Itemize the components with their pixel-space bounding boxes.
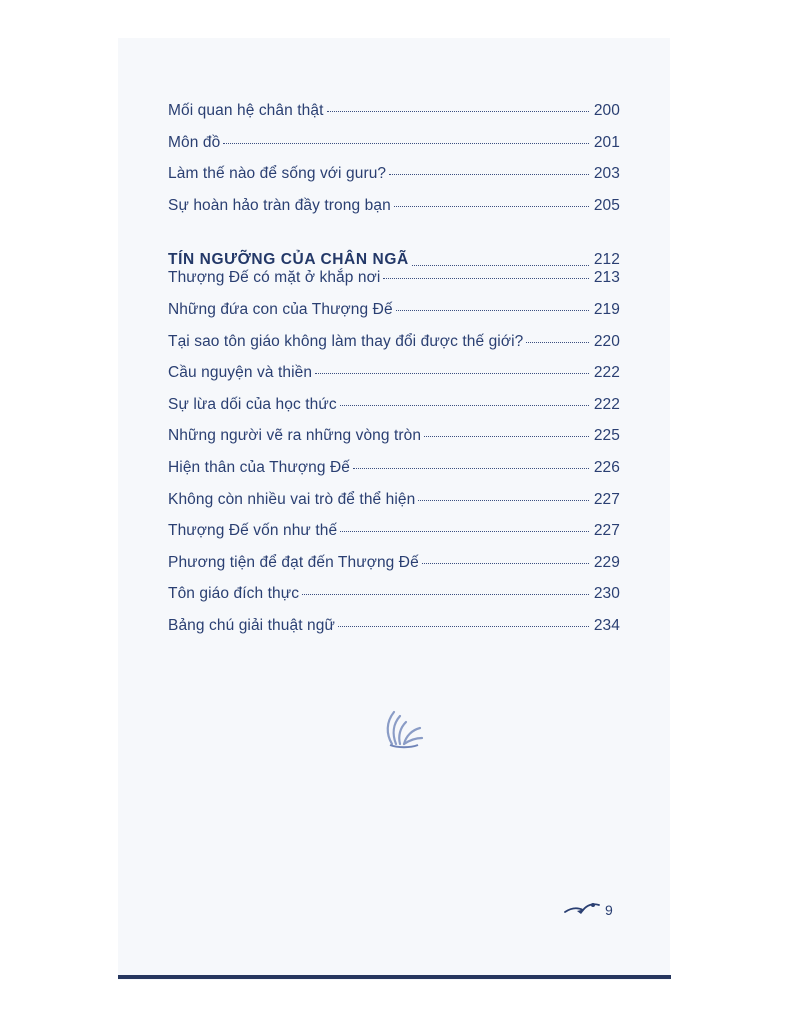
- dot-leader: [394, 206, 589, 207]
- dot-leader: [412, 265, 589, 266]
- toc-entry-page: 213: [593, 269, 620, 287]
- toc-entry-page: 229: [593, 553, 620, 571]
- toc-entry-title: Những đứa con của Thượng Đế: [168, 300, 393, 318]
- section-title: TÍN NGƯỠNG CỦA CHÂN NGÃ: [168, 251, 409, 269]
- toc-entry[interactable]: [168, 269, 620, 301]
- dot-leader: [353, 468, 589, 469]
- toc-entry-title: Cầu nguyện và thiền: [168, 364, 313, 382]
- toc-entry-page: 200: [593, 102, 620, 119]
- dot-leader: [396, 310, 589, 311]
- toc-entry[interactable]: [168, 427, 620, 459]
- toc-entry[interactable]: [168, 617, 620, 649]
- toc-entry-title: Làm thế nào để sống với guru?: [168, 165, 387, 183]
- toc-entry-page: 226: [593, 458, 620, 476]
- toc-entry-page: 203: [593, 165, 620, 183]
- toc-entry-page: 222: [593, 364, 620, 382]
- toc-entry[interactable]: [168, 491, 620, 523]
- page-footer: [563, 899, 613, 920]
- toc-entry-title: Mối quan hệ chân thật: [168, 102, 324, 119]
- toc-entry[interactable]: [168, 522, 620, 554]
- dot-leader: [315, 373, 589, 374]
- toc-entry-title: Tại sao tôn giáo không làm thay đổi được thế giới?: [168, 332, 524, 350]
- toc-entry-page: 225: [593, 427, 620, 445]
- toc-entry-title: Bảng chú giải thuật ngữ: [168, 616, 335, 634]
- toc-entry-title: Không còn nhiều vai trò để thể hiện: [168, 490, 416, 508]
- toc-entry-page: 234: [593, 616, 620, 634]
- toc-entry-title: Hiện thân của Thượng Đế: [168, 458, 350, 476]
- page-number: 9: [605, 901, 613, 918]
- dot-leader: [223, 143, 589, 144]
- toc-entry[interactable]: [168, 554, 620, 586]
- toc-entry-title: Thượng Đế có mặt ở khắp nơi: [168, 269, 381, 287]
- dot-leader: [340, 531, 589, 532]
- toc-entry-title: Những người vẽ ra những vòng tròn: [168, 427, 422, 445]
- toc-entry-title: Môn đồ: [168, 133, 221, 151]
- dot-leader: [424, 436, 589, 437]
- toc-entry-title: Sự hoàn hảo tràn đầy trong bạn: [168, 196, 391, 214]
- toc-entry[interactable]: [168, 102, 620, 134]
- table-of-contents: [168, 102, 620, 649]
- dot-leader: [338, 626, 589, 627]
- dot-leader: [389, 174, 589, 175]
- toc-entry[interactable]: [168, 459, 620, 491]
- section-page: 212: [593, 251, 620, 269]
- dot-leader: [327, 111, 590, 112]
- toc-entry-page: 230: [593, 585, 620, 603]
- toc-entry[interactable]: [168, 585, 620, 617]
- toc-entry-page: 220: [593, 332, 620, 350]
- dot-leader: [422, 563, 589, 564]
- dot-leader: [418, 500, 589, 501]
- toc-entry-title: Phương tiện để đạt đến Thượng Đế: [168, 553, 419, 571]
- toc-entry-page: 227: [593, 522, 620, 540]
- toc-entry-title: Tôn giáo đích thực: [168, 585, 300, 603]
- dot-leader: [526, 342, 589, 343]
- toc-entry-page: 205: [593, 196, 620, 214]
- toc-entry-page: 201: [593, 133, 620, 151]
- bottom-rule: [118, 975, 671, 979]
- toc-entry-page: 222: [593, 395, 620, 413]
- dot-leader: [340, 405, 589, 406]
- dot-leader: [302, 594, 589, 595]
- toc-entry-title: Thượng Đế vốn như thế: [168, 522, 338, 540]
- toc-entry[interactable]: [168, 134, 620, 166]
- toc-entry[interactable]: [168, 396, 620, 428]
- toc-entry-page: 227: [593, 490, 620, 508]
- toc-entry[interactable]: [168, 165, 620, 197]
- bird-flourish-icon: [563, 899, 605, 920]
- toc-entry[interactable]: [168, 333, 620, 365]
- toc-entry[interactable]: [168, 364, 620, 396]
- toc-entry-title: Sự lừa dối của học thức: [168, 395, 337, 413]
- toc-section-heading[interactable]: [168, 228, 620, 269]
- dot-leader: [383, 278, 589, 279]
- toc-entry[interactable]: [168, 301, 620, 333]
- toc-entry[interactable]: [168, 197, 620, 229]
- lotus-leaf-icon: [380, 704, 426, 750]
- toc-entry-page: 219: [593, 300, 620, 318]
